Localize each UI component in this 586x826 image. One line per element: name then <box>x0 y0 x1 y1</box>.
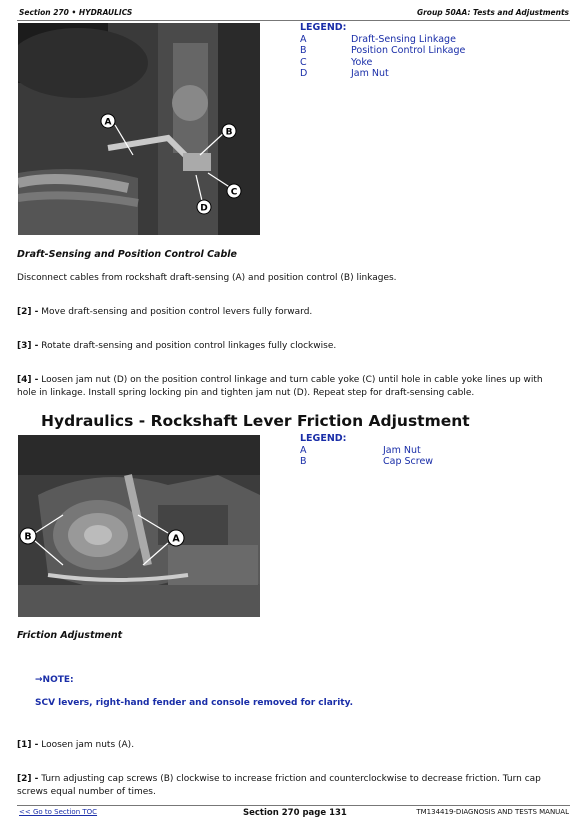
header-divider <box>17 20 570 21</box>
callout-a-marker <box>168 530 184 546</box>
page-number: Section 270 page 131 <box>243 808 347 818</box>
legend-row: B Position Control Linkage <box>300 45 466 56</box>
step-1-paragraph: [1] - Loosen jam nuts (A). <box>17 740 135 750</box>
svg-text:B: B <box>225 127 233 138</box>
intro-paragraph: Disconnect cables from rockshaft draft-sensing (A) and position control (B) linkages. <box>17 273 397 283</box>
section-heading: Hydraulics - Rockshaft Lever Friction Adjustment <box>41 412 470 430</box>
svg-text:A: A <box>172 533 180 545</box>
legend-figure-2 <box>300 433 433 468</box>
svg-text:B: B <box>24 531 32 543</box>
svg-text:D: D <box>200 203 208 214</box>
step-2-friction-paragraph: [2] - Turn adjusting cap screws (B) clockwise to increase friction and counterclockwise to decrease friction. Turn cap screws equal number of times. <box>17 774 541 797</box>
draft-sensing-linkage-photo <box>18 23 260 235</box>
step-2-paragraph: [2] - Move draft-sensing and position control levers fully forward. <box>17 307 313 317</box>
figure-1-caption: Draft-Sensing and Position Control Cable <box>17 249 237 260</box>
legend-row: A Jam Nut <box>300 444 421 456</box>
callout-c-marker <box>227 184 241 198</box>
legend-title: LEGEND: <box>300 22 347 33</box>
callout-b-marker <box>222 124 236 138</box>
step-4-paragraph: [4] - Loosen jam nut (D) on the position control linkage and turn cable yoke (C) until hole in cable yoke lines up with hole in linkage. Install spring locking pin and tighten jam nut (D). Repeat step for draft-sensing cable. <box>17 375 543 398</box>
section-header: Section 270 • HYDRAULICS <box>19 8 133 17</box>
callout-b-marker <box>20 528 36 544</box>
svg-text:C: C <box>230 187 238 198</box>
legend-row: D Jam Nut <box>300 68 389 79</box>
footer-divider <box>17 805 570 806</box>
step-3-paragraph: [3] - Rotate draft-sensing and position control linkages fully clockwise. <box>17 341 337 351</box>
note-title: →NOTE: <box>35 675 74 685</box>
manual-id: TM134419-DIAGNOSIS AND TESTS MANUAL <box>416 808 569 816</box>
note-text: SCV levers, right-hand fender and console removed for clarity. <box>35 698 354 708</box>
legend-figure-1 <box>300 22 465 80</box>
legend-row: A Draft-Sensing Linkage <box>300 33 456 45</box>
callout-a-marker <box>101 114 115 128</box>
legend-row: C Yoke <box>300 56 373 68</box>
friction-adjustment-photo <box>18 435 260 617</box>
callout-d-marker <box>197 200 211 214</box>
legend-title: LEGEND: <box>300 433 347 444</box>
legend-row: B Cap Screw <box>300 456 434 467</box>
svg-text:A: A <box>104 117 112 128</box>
figure-2-caption: Friction Adjustment <box>17 630 123 641</box>
group-header: Group 50AA: Tests and Adjustments <box>416 8 569 17</box>
section-toc-link[interactable]: << Go to Section TOC <box>19 808 98 816</box>
